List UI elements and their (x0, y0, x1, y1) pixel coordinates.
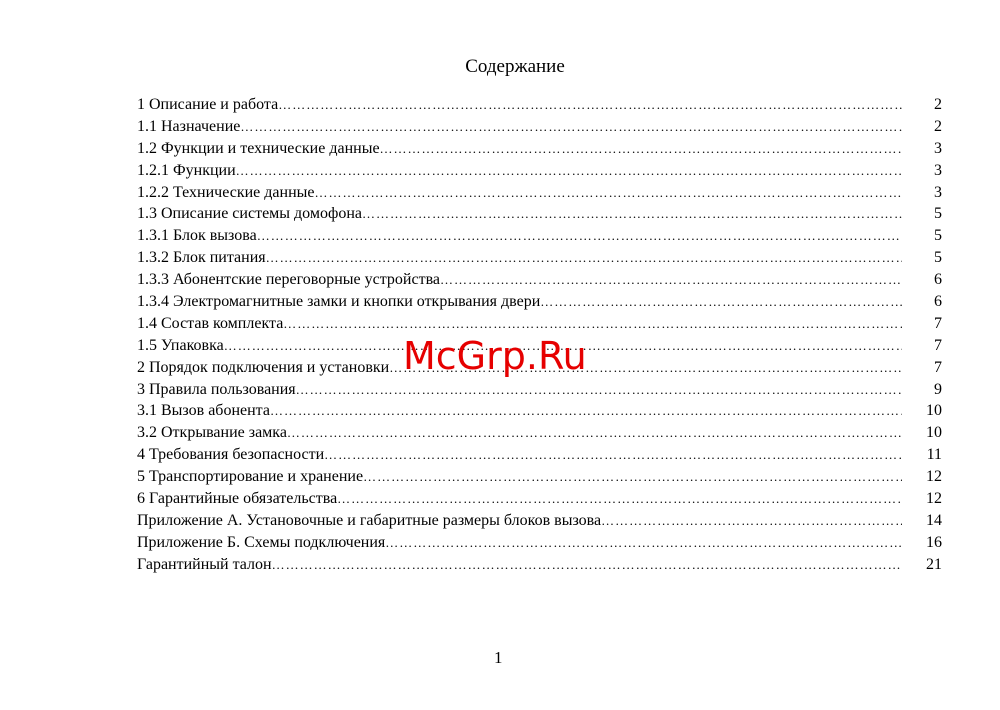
toc-dot-leader (440, 269, 902, 291)
toc-entry-page: 6 (934, 271, 942, 289)
toc-dot-leader (362, 203, 902, 225)
toc-dot-leader (257, 225, 902, 247)
watermark-logo: McGrp.Ru (403, 334, 587, 378)
toc-dot-leader (287, 422, 902, 444)
toc-entry-heading (137, 379, 902, 401)
toc-entry-page: 14 (926, 511, 942, 529)
toc-entry-heading (137, 225, 902, 247)
toc-dot-leader (278, 94, 902, 116)
toc-dot-leader (236, 160, 902, 182)
toc-entry-text: 3.2 Открывание замка (137, 424, 287, 442)
toc-entry-text: 1.3.1 Блок вызова (137, 227, 257, 245)
toc-entry-page: 3 (934, 161, 942, 179)
toc-entry-text: 1.5 Упаковка (137, 336, 224, 354)
toc-entry-text: 3.1 Вызов абонента (137, 402, 270, 420)
toc-entry-heading (137, 466, 902, 488)
toc-entry-heading (137, 444, 902, 466)
toc-entry (137, 225, 947, 247)
toc-entry-heading (137, 247, 902, 269)
toc-entry-heading (137, 554, 902, 576)
toc-entry-heading (137, 510, 902, 532)
toc-dot-leader (314, 182, 902, 204)
page-title: Содержание (465, 56, 565, 77)
toc-entry-page: 2 (934, 96, 942, 113)
toc-entry-heading (137, 160, 902, 182)
toc-entry-page: 7 (934, 358, 942, 376)
toc-entry-text: 1.3.3 Абонентские переговорные устройства (137, 271, 441, 289)
toc-entry (137, 379, 947, 401)
toc-entry-text: Гарантийный талон (137, 555, 272, 573)
toc-entry-text: 1.4 Состав комплекта (137, 314, 284, 332)
toc-entry (137, 138, 947, 160)
toc-entry-text: 1.3.4 Электромагнитные замки и кнопки открывания двери (137, 293, 541, 311)
toc-dot-leader (266, 247, 902, 269)
page-number: 1 (494, 648, 503, 667)
toc-entry-page: 12 (926, 468, 942, 486)
toc-entry (137, 554, 947, 576)
toc-dot-leader (540, 291, 902, 313)
toc-entry-page: 9 (934, 380, 942, 398)
toc-entry-text: 1.2.2 Технические данные (137, 183, 315, 201)
toc-entry (137, 422, 947, 444)
toc-entry (137, 247, 947, 269)
toc-entry-page: 2 (934, 117, 942, 135)
toc-entry (137, 94, 947, 116)
toc-entry-page: 6 (934, 293, 942, 311)
toc-entry-text: 3 Правила пользования (137, 380, 296, 398)
toc-dot-leader (363, 466, 902, 488)
toc-dot-leader (283, 313, 902, 335)
toc-entry-heading (137, 400, 902, 422)
toc-entry (137, 182, 947, 204)
toc-entry-text: 1.2.1 Функции (137, 161, 236, 179)
toc-entry-page: 5 (934, 249, 942, 267)
toc-entry-page: 11 (926, 446, 942, 464)
toc-entry-page: 3 (934, 139, 942, 157)
toc-entry-text: 1.2 Функции и технические данные (137, 139, 380, 157)
toc-entry (137, 532, 947, 554)
toc-entry-text: Приложение А. Установочные и габаритные размеры блоков вызова (137, 511, 602, 529)
toc-entry-heading (137, 203, 902, 225)
toc-entry-page: 7 (934, 336, 942, 354)
toc-entry-text: 5 Транспортирование и хранение (137, 468, 364, 486)
toc-dot-leader (385, 532, 902, 554)
toc-entry-heading (137, 269, 902, 291)
toc-dot-leader (296, 379, 902, 401)
toc-entry-page: 3 (934, 183, 942, 201)
toc-entry-text: 1 Описание и работа (137, 96, 279, 113)
toc-entry (137, 160, 947, 182)
toc-entry-text: 4 Требования безопасности (137, 446, 325, 464)
toc-entry (137, 269, 947, 291)
toc-entry-page: 12 (926, 490, 942, 508)
toc-entry (137, 116, 947, 138)
toc-entry-heading (137, 488, 902, 510)
toc-entry-page: 21 (926, 555, 942, 573)
toc-entry-page: 16 (926, 533, 942, 551)
toc-entry-heading (137, 291, 902, 313)
toc-entry-page: 10 (926, 424, 942, 442)
toc-entry-heading (137, 94, 902, 116)
toc-entry-page: 10 (926, 402, 942, 420)
toc-dot-leader (270, 400, 902, 422)
toc-dot-leader (601, 510, 902, 532)
toc-entry-page: 5 (934, 227, 942, 245)
toc-dot-leader (324, 444, 902, 466)
toc-entry (137, 291, 947, 313)
toc-entry-heading (137, 422, 902, 444)
toc-entry-text: 2 Порядок подключения и установки (137, 358, 390, 376)
toc-entry (137, 466, 947, 488)
toc-entry-heading (137, 182, 902, 204)
toc-entry-heading (137, 138, 902, 160)
toc-entry (137, 510, 947, 532)
toc-entry (137, 488, 947, 510)
toc-dot-leader (380, 138, 902, 160)
toc-entry-page: 7 (934, 314, 942, 332)
toc-entry-text: 1.3.2 Блок питания (137, 249, 266, 267)
toc-dot-leader (272, 554, 902, 576)
toc-entry-heading (137, 313, 902, 335)
toc-entry-text: 1.3 Описание системы домофона (137, 205, 363, 223)
toc-entry-text: 1.1 Назначение (137, 117, 241, 135)
toc-entry (137, 400, 947, 422)
toc-entry (137, 444, 947, 466)
toc-entry-heading (137, 532, 902, 554)
toc-entry (137, 313, 947, 335)
toc-dot-leader (240, 116, 902, 138)
toc-entry-page: 5 (934, 205, 942, 223)
toc-entry (137, 203, 947, 225)
toc-dot-leader (337, 488, 902, 510)
toc-entry-heading (137, 116, 902, 138)
toc-entry-text: Приложение Б. Схемы подключения (137, 533, 386, 551)
toc-entry-text: 6 Гарантийные обязательства (137, 490, 338, 508)
